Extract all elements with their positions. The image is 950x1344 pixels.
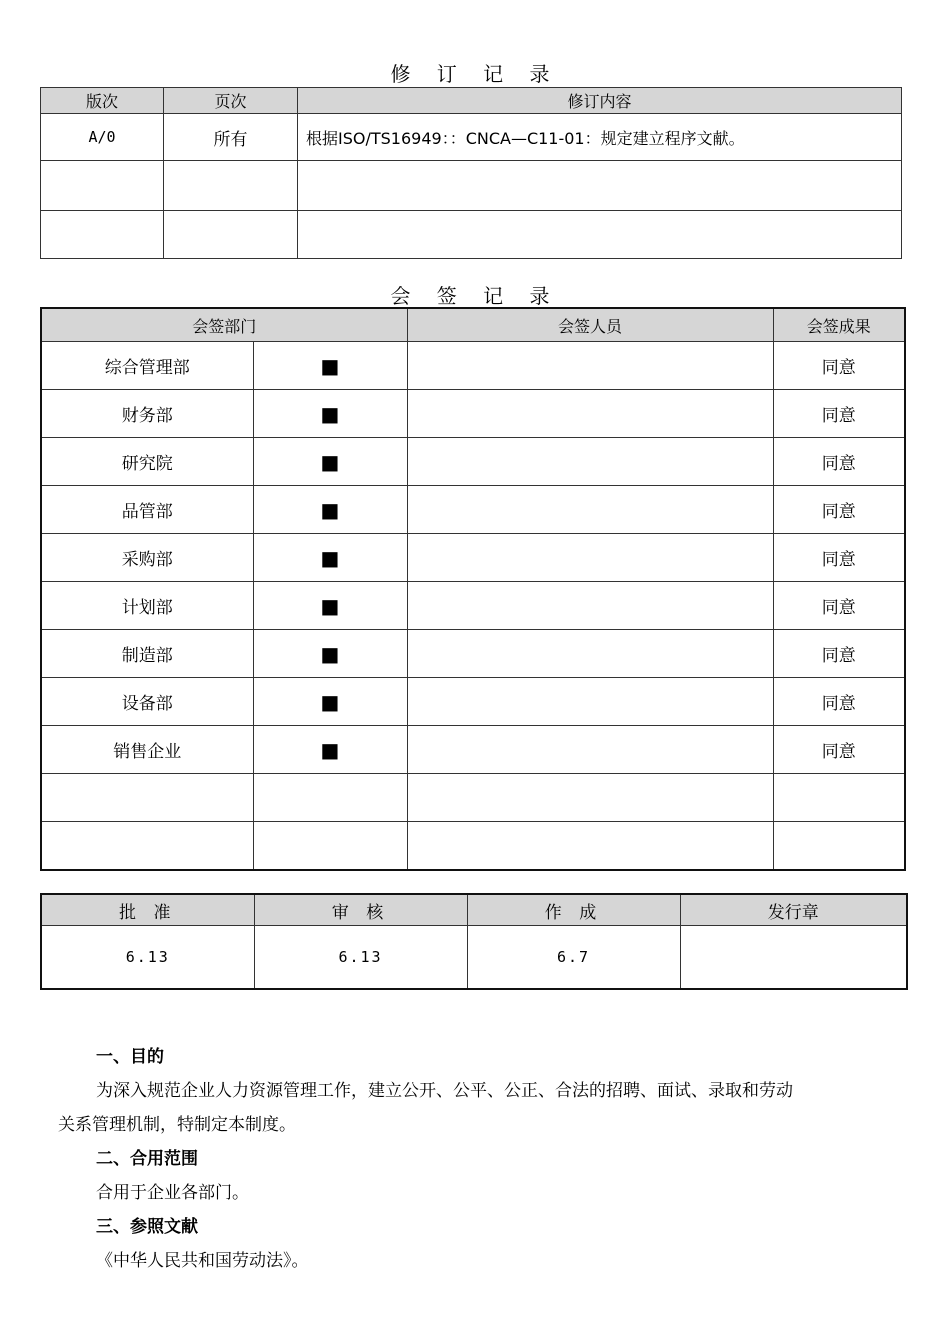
- review-date: 6.13: [254, 926, 467, 990]
- version-cell: [41, 211, 164, 259]
- table-row: [41, 486, 905, 534]
- signer-cell: [407, 726, 773, 774]
- department-cell: [41, 822, 253, 870]
- table-row: [41, 534, 905, 582]
- signed-mark-icon: ■: [253, 486, 407, 534]
- header-page: 页次: [164, 88, 298, 114]
- section-heading-purpose: 一、目的: [96, 1047, 164, 1067]
- header-version: 版次: [41, 88, 164, 114]
- table-row: [41, 161, 902, 211]
- result-cell: [773, 774, 905, 822]
- signed-mark-icon: ■: [253, 390, 407, 438]
- signer-cell: [407, 822, 773, 870]
- header-department: 会签部门: [41, 308, 407, 342]
- signer-cell: [407, 438, 773, 486]
- header-signer: 会签人员: [407, 308, 773, 342]
- scope-text: 合用于企业各部门。: [96, 1183, 249, 1203]
- department-cell: 品管部: [41, 486, 253, 534]
- table-row: [41, 438, 905, 486]
- table-row: [41, 822, 905, 870]
- prepare-date: 6.7: [467, 926, 680, 990]
- table-row: [41, 678, 905, 726]
- signoff-rows: [41, 342, 905, 870]
- result-cell: 同意: [773, 726, 905, 774]
- signer-cell: [407, 678, 773, 726]
- signed-mark-icon: [253, 774, 407, 822]
- signed-mark-icon: ■: [253, 726, 407, 774]
- issue-stamp-cell: [680, 926, 907, 990]
- approve-date: 6.13: [41, 926, 254, 990]
- signer-cell: [407, 486, 773, 534]
- section-heading-scope: 二、合用范围: [96, 1149, 198, 1169]
- table-row: [41, 774, 905, 822]
- table-row: [41, 582, 905, 630]
- page-cell: 所有: [164, 114, 298, 161]
- result-cell: 同意: [773, 486, 905, 534]
- table-row: [41, 630, 905, 678]
- revision-header-row: [41, 88, 902, 114]
- purpose-text-line2: 关系管理机制，特制定本制度。: [58, 1115, 296, 1135]
- references-text: 《中华人民共和国劳动法》。: [96, 1251, 309, 1271]
- signed-mark-icon: ■: [253, 678, 407, 726]
- result-cell: [773, 822, 905, 870]
- content-cell: [298, 161, 902, 211]
- header-approve: 批 准: [41, 894, 254, 926]
- signed-mark-icon: ■: [253, 342, 407, 390]
- approval-table: [40, 893, 908, 990]
- result-cell: 同意: [773, 438, 905, 486]
- signed-mark-icon: ■: [253, 630, 407, 678]
- signer-cell: [407, 630, 773, 678]
- table-row: [41, 390, 905, 438]
- signoff-table: [40, 307, 906, 871]
- department-cell: 制造部: [41, 630, 253, 678]
- header-content: 修订内容: [298, 88, 902, 114]
- result-cell: 同意: [773, 342, 905, 390]
- department-cell: 计划部: [41, 582, 253, 630]
- table-row: [41, 211, 902, 259]
- section-heading-references: 三、参照文献: [96, 1217, 198, 1237]
- approval-values-row: [41, 926, 907, 990]
- signer-cell: [407, 534, 773, 582]
- result-cell: 同意: [773, 582, 905, 630]
- header-result: 会签成果: [773, 308, 905, 342]
- signoff-header-row: [41, 308, 905, 342]
- header-review: 审 核: [254, 894, 467, 926]
- department-cell: 设备部: [41, 678, 253, 726]
- result-cell: 同意: [773, 534, 905, 582]
- page-cell: [164, 211, 298, 259]
- signed-mark-icon: ■: [253, 534, 407, 582]
- content-cell: [298, 211, 902, 259]
- signed-mark-icon: ■: [253, 582, 407, 630]
- signed-mark-icon: [253, 822, 407, 870]
- purpose-text-line1: 为深入规范企业人力资源管理工作，建立公开、公平、公正、合法的招聘、面试、录取和劳动: [96, 1081, 793, 1101]
- table-row: [41, 114, 902, 161]
- approval-header-row: [41, 894, 907, 926]
- document-body: [58, 1040, 898, 1278]
- table-row: [41, 342, 905, 390]
- department-cell: 销售企业: [41, 726, 253, 774]
- version-cell: [41, 161, 164, 211]
- department-cell: [41, 774, 253, 822]
- signer-cell: [407, 390, 773, 438]
- department-cell: 采购部: [41, 534, 253, 582]
- content-cell: 根据ISO/TS16949：：CNCA—C11-01：规定建立程序文献。: [298, 114, 902, 161]
- department-cell: 财务部: [41, 390, 253, 438]
- result-cell: 同意: [773, 630, 905, 678]
- header-issue-stamp: 发行章: [680, 894, 907, 926]
- revision-table: [40, 87, 902, 259]
- page-cell: [164, 161, 298, 211]
- signed-mark-icon: ■: [253, 438, 407, 486]
- table-row: [41, 726, 905, 774]
- version-cell: A/0: [41, 114, 164, 161]
- result-cell: 同意: [773, 678, 905, 726]
- result-cell: 同意: [773, 390, 905, 438]
- signer-cell: [407, 342, 773, 390]
- department-cell: 研究院: [41, 438, 253, 486]
- department-cell: 综合管理部: [41, 342, 253, 390]
- signer-cell: [407, 774, 773, 822]
- signer-cell: [407, 582, 773, 630]
- revision-title: 修 订 记 录: [390, 62, 560, 86]
- signoff-title: 会 签 记 录: [390, 284, 560, 308]
- header-prepare: 作 成: [467, 894, 680, 926]
